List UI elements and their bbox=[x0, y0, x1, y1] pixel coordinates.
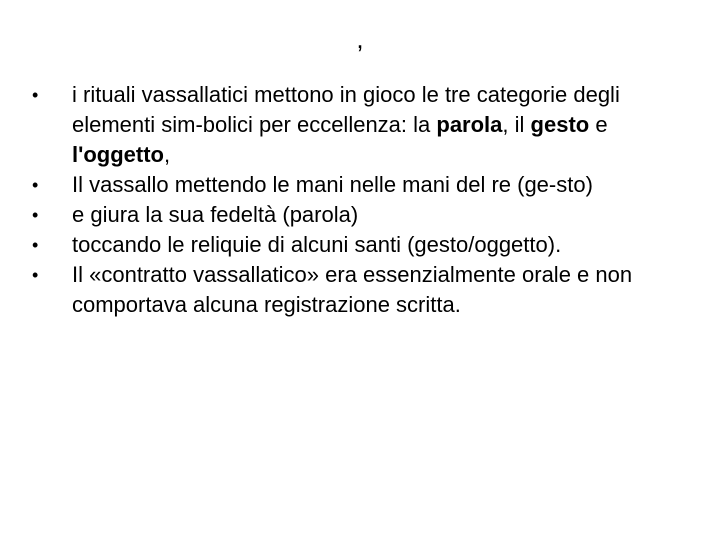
bullet-dot-icon: • bbox=[32, 265, 39, 285]
list-item-text: , bbox=[164, 142, 171, 167]
list-item-text: i rituali vassallatici mettono in gioco le tre categorie degli elementi sim-bolici per eccellenza: la bbox=[72, 82, 620, 137]
bullet-dot-icon: • bbox=[32, 205, 39, 225]
list-item-text: Il «contratto vassallatico» era essenzialmente orale e non comportava alcuna registrazione scritta. bbox=[72, 262, 633, 317]
bold-term-parola: parola bbox=[436, 112, 503, 137]
list-item-text: Il vassallo mettendo le mani nelle mani del re (ge-sto) bbox=[72, 172, 593, 197]
bullet-list bbox=[30, 80, 670, 320]
list-item bbox=[30, 170, 670, 200]
list-item bbox=[30, 260, 670, 320]
bold-term-oggetto: l'oggetto bbox=[72, 142, 164, 167]
bullet-dot-icon: • bbox=[32, 85, 39, 105]
list-item bbox=[30, 80, 670, 170]
bullet-dot-icon: • bbox=[32, 235, 39, 255]
list-item bbox=[30, 230, 670, 260]
bullet-dot-icon: • bbox=[32, 175, 39, 195]
list-item-text: , il bbox=[502, 112, 531, 137]
bold-term-gesto: gesto bbox=[530, 112, 590, 137]
list-item-text: toccando le reliquie di alcuni santi (gesto/oggetto). bbox=[72, 232, 562, 257]
list-item bbox=[30, 200, 670, 230]
list-item-text: e giura la sua fedeltà (parola) bbox=[72, 202, 359, 227]
list-item-text: e bbox=[589, 112, 608, 137]
slide-title: , bbox=[356, 24, 364, 54]
